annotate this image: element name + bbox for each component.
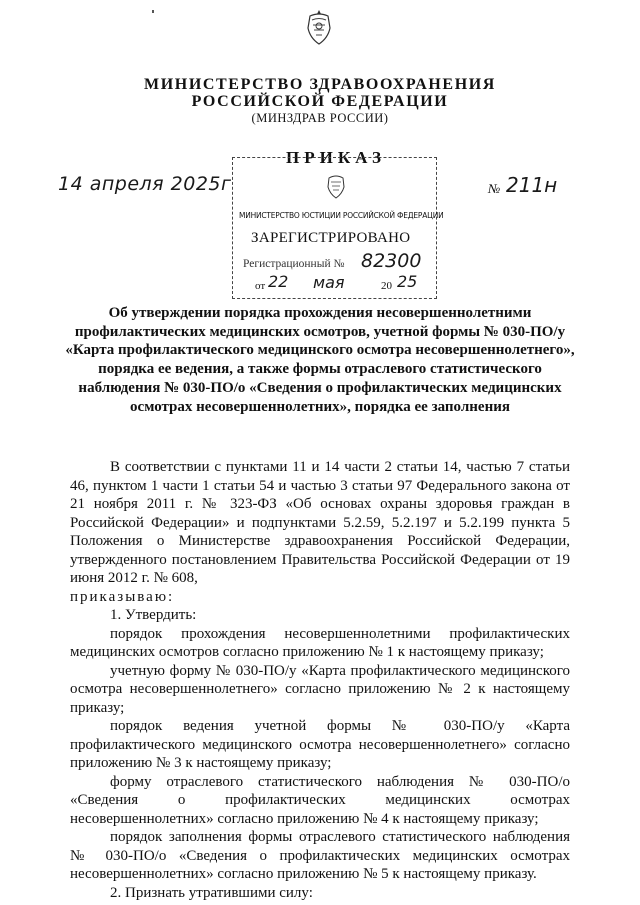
preamble-paragraph: В соответствии с пунктами 11 и 14 части 2 статьи 14, частью 7 статьи 46, пунктом 1 части 1 статьи 54 и частью 3 статьи 97 Федерального закона от 21 ноября 2011 г. № 323-ФЗ «Об основах охраны здоровья граждан в Российской Федерации» и подпунктами 5.2.59, 5.2.197 и 5.2.199 пункта 5 Положения о Министерстве здравоохранения Российской Федерации, утвержденного постановлением Правительства Российской Федерации от 19 июня 2012 г. № 608, [70, 459, 570, 586]
stamp-month-handwritten: мая [313, 273, 345, 292]
clause-1: 1. Утвердить: [110, 607, 197, 623]
subject-line: «Карта профилактического медицинского осмотра несовершеннолетнего», [65, 342, 575, 359]
stamp-coat-of-arms-icon [325, 172, 347, 200]
subject-line: осмотрах несовершеннолетних», порядка ее заполнения [130, 398, 510, 415]
clause-1-item: порядок прохождения несовершеннолетними профилактических медицинских осмотров согласно приложению № 1 к настоящему приказу; [70, 625, 570, 660]
subject-line: профилактических медицинских осмотров, учетной формы № 030-ПО/у [74, 323, 566, 340]
ministry-name-line2: РОССИЙСКОЙ ФЕДЕРАЦИИ [191, 93, 449, 110]
stamp-ministry-name: МИНИСТЕРСТВО ЮСТИЦИИ РОССИЙСКОЙ ФЕДЕРАЦИИ [239, 210, 444, 220]
stamp-reg-number-label: Регистрационный № [243, 258, 345, 270]
stamp-registered-label: ЗАРЕГИСТРИРОВАНО [251, 230, 411, 246]
registration-stamp [232, 157, 444, 299]
clause-1-item: порядок ведения учетной формы № 030-ПО/у «Карта профилактического медицинского осмотра несовершеннолетнего» согласно приложению № 3 к настоящему приказу; [70, 718, 570, 771]
order-number-handwritten: 211н [506, 173, 558, 197]
order-date-handwritten: 14 апреля 2025г [58, 173, 232, 195]
order-subject [60, 304, 580, 416]
subject-line: порядка ее ведения, а также формы отраслевого статистического [98, 361, 542, 378]
stamp-year-handwritten: 25 [397, 272, 418, 291]
order-title: ПРИКАЗ [286, 148, 386, 167]
stamp-day-handwritten: 22 [268, 272, 289, 291]
stamp-reg-number-handwritten: 82300 [361, 250, 422, 272]
scan-mark [152, 10, 154, 13]
stamp-from-label: от [255, 280, 266, 292]
ministry-name-line1: МИНИСТЕРСТВО ЗДРАВООХРАНЕНИЯ [144, 76, 496, 93]
stamp-year-prefix: 20 [381, 280, 392, 292]
subject-line: наблюдения № 030-ПО/о «Сведения о профилактических медицинских [78, 379, 562, 396]
clause-1-item: порядок заполнения формы отраслевого статистического наблюдения № 030-ПО/о «Сведения о профилактических медицинских осмотрах несовершеннолетних» согласно приложению № 5 к настоящему приказу. [70, 829, 570, 882]
order-word: приказываю: [70, 588, 175, 605]
clause-1-item: форму отраслевого статистического наблюдения № 030-ПО/о «Сведения о профилактических медицинских осмотрах несовершеннолетних» согласно приложению № 4 к настоящему приказу; [70, 773, 570, 827]
clause-2: 2. Признать утратившими силу: [110, 884, 313, 901]
order-body [70, 458, 570, 902]
coat-of-arms-icon [304, 8, 334, 46]
clause-1-item: учетную форму № 030-ПО/у «Карта профилактического медицинского осмотра несовершеннолетнего» согласно приложению № 2 к настоящему приказу; [70, 662, 570, 716]
order-number-prefix: № [488, 181, 501, 196]
ministry-abbreviation: (МИНЗДРАВ РОССИИ) [251, 111, 389, 125]
subject-line: Об утверждении порядка прохождения несовершеннолетними [108, 305, 532, 321]
